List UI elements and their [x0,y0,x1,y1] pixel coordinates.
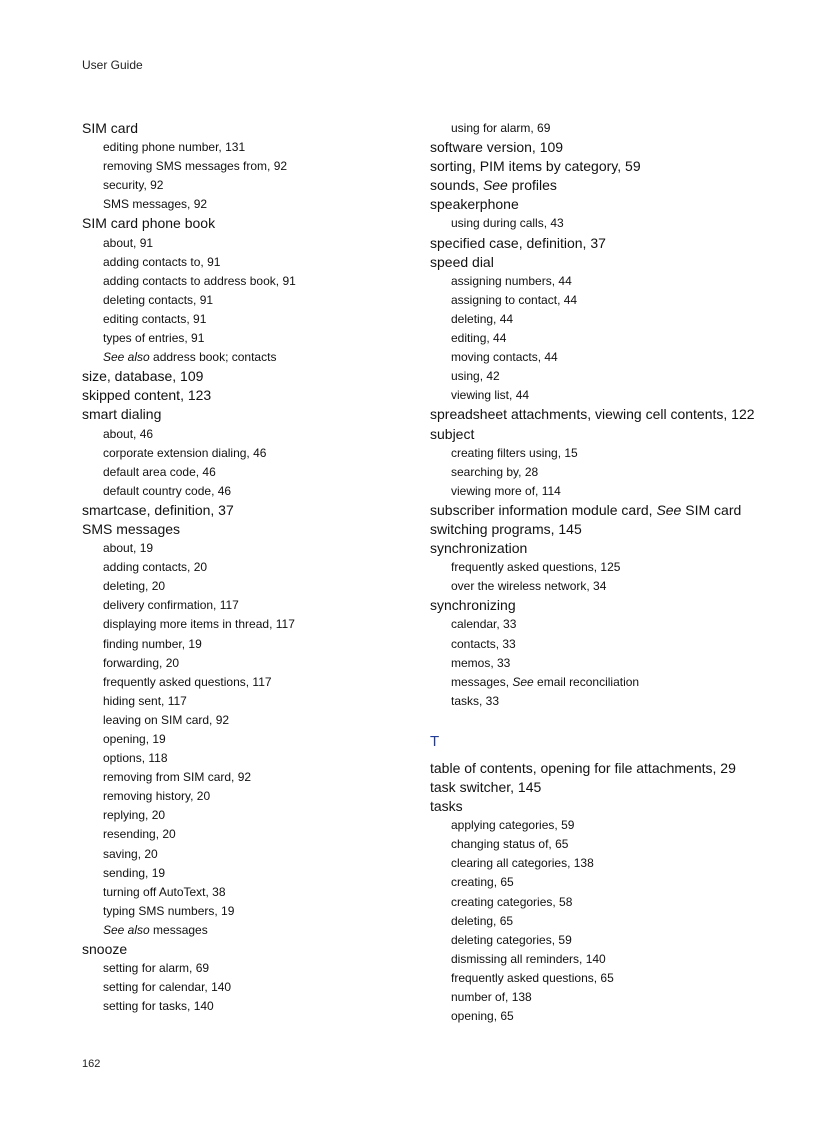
index-subentry: memos, 33 [451,655,511,670]
entry-text: profiles [507,177,557,194]
index-subentry: frequently asked questions, 65 [451,970,614,985]
index-subentry: removing SMS messages from, 92 [103,159,288,174]
index-subentry: changing status of, 65 [451,837,569,852]
entry-text: SIM card [681,501,742,518]
index-subentry: dismissing all reminders, 140 [451,951,606,966]
cross-reference-label: See [656,501,682,518]
index-subentry: using, 42 [451,369,500,384]
index-subentry [430,673,750,692]
index-entry: SIM card [82,120,139,136]
index-subentry: removing from SIM card, 92 [103,770,252,785]
index-entry: software version, 109 [430,139,564,156]
index-entry: synchronizing [430,597,516,614]
index-entry: switching programs, 145 [430,520,582,537]
index-subentry: moving contacts, 44 [451,350,558,365]
index-subentry: over the wireless network, 34 [451,579,607,594]
index-subentry: using for alarm, 69 [451,121,551,135]
index-entry [430,176,750,195]
index-subentry: calendar, 33 [451,617,517,632]
index-subentry: adding contacts, 20 [103,560,208,575]
index-subentry: tasks, 33 [451,693,500,708]
index-subentry [82,348,382,367]
index-subentry: assigning to contact, 44 [451,292,578,307]
index-entry [430,501,750,520]
index-subentry: setting for tasks, 140 [103,999,214,1014]
index-entry: SMS messages [82,520,181,537]
index-subentry: options, 118 [103,751,168,766]
index-entry: sorting, PIM items by category, 59 [430,158,641,175]
index-subentry: viewing list, 44 [451,388,530,403]
entry-text: messages, [451,674,513,689]
index-subentry: deleting, 44 [451,311,514,326]
index-subentry: saving, 20 [103,846,158,861]
index-subentry: sending, 19 [103,865,166,880]
index-subentry: searching by, 28 [451,464,539,479]
index-entry: SIM card phone book [82,215,216,232]
index-entry: size, database, 109 [82,368,204,385]
index-entry: specified case, definition, 37 [430,234,606,251]
index-subentry: resending, 20 [103,827,176,842]
index-subentry: about, 19 [103,541,154,556]
entry-text: sounds, [430,177,483,194]
index-subentry: viewing more of, 114 [451,483,561,498]
index-subentry: removing history, 20 [103,789,211,804]
index-subentry: default area code, 46 [103,464,216,479]
index-entry: speed dial [430,253,494,270]
index-subentry: assigning numbers, 44 [451,273,572,288]
index-subentry: types of entries, 91 [103,331,205,346]
cross-reference-label: See also [103,922,150,937]
index-subentry: forwarding, 20 [103,655,180,670]
entry-text: subscriber information module card, [430,501,657,518]
index-subentry: replying, 20 [103,808,166,823]
index-subentry: opening, 65 [451,1009,514,1024]
cross-reference-label: See also [103,350,150,365]
index-subentry: editing contacts, 91 [103,311,207,326]
index-subentry: security, 92 [103,178,164,193]
index-subentry: setting for calendar, 140 [103,980,232,995]
index-entry: task switcher, 145 [430,779,542,795]
index-subentry: typing SMS numbers, 19 [103,903,235,918]
index-subentry: number of, 138 [451,990,532,1005]
index-entry: speakerphone [430,196,519,213]
index-subentry: deleting categories, 59 [451,932,572,947]
index-subentry: deleting, 20 [103,579,166,594]
index-entry: smart dialing [82,406,162,423]
index-subentry: delivery confirmation, 117 [103,598,239,613]
entry-text: address book; contacts [149,350,277,365]
index-subentry: adding contacts to address book, 91 [103,273,296,288]
index-subentry: turning off AutoText, 38 [103,884,226,899]
index-subentry: creating, 65 [451,875,514,890]
entry-text: messages [149,922,208,937]
index-entry: snooze [82,941,128,958]
index-subentry: applying categories, 59 [451,818,575,833]
index-letter-heading: T [430,732,440,750]
index-subentry [82,921,382,940]
index-entry: synchronization [430,540,528,557]
index-entry: spreadsheet attachments, viewing cell contents, 122 [430,406,755,423]
index-subentry: frequently asked questions, 117 [103,674,272,689]
index-subentry: clearing all categories, 138 [451,856,594,871]
index-subentry: setting for alarm, 69 [103,961,210,976]
index-subentry: editing phone number, 131 [103,140,246,155]
index-entry: smartcase, definition, 37 [82,501,234,518]
cross-reference-label: See [512,674,534,689]
page-header: User Guide [82,58,143,72]
index-column-right [430,119,755,1026]
index-entry: table of contents, opening for file attachments, 29 [430,759,736,776]
index-subentry: displaying more items in thread, 117 [103,617,295,632]
index-subentry: about, 46 [103,426,154,441]
index-subentry: finding number, 19 [103,636,202,651]
index-subentry: contacts, 33 [451,636,516,651]
page-number: 162 [82,1058,101,1070]
index-entry: skipped content, 123 [82,387,212,404]
index-subentry: adding contacts to, 91 [103,254,221,269]
cross-reference-label: See [482,177,508,194]
index-subentry: deleting, 65 [451,913,514,928]
index-subentry: editing, 44 [451,331,507,346]
index-subentry: leaving on SIM card, 92 [103,712,230,727]
index-entry: tasks [430,798,463,815]
index-subentry: about, 91 [103,235,154,250]
index-column-left [82,119,382,1016]
index-subentry: using during calls, 43 [451,216,564,231]
index-subentry: deleting contacts, 91 [103,292,214,307]
entry-text: email reconciliation [533,674,640,689]
index-subentry: frequently asked questions, 125 [451,560,621,575]
index-subentry: SMS messages, 92 [103,197,208,212]
index-subentry: default country code, 46 [103,483,232,498]
index-subentry: corporate extension dialing, 46 [103,445,267,460]
index-subentry: creating filters using, 15 [451,445,578,460]
index-subentry: hiding sent, 117 [103,693,187,708]
index-subentry: creating categories, 58 [451,894,573,909]
index-entry: subject [430,425,475,442]
index-subentry: opening, 19 [103,732,166,746]
